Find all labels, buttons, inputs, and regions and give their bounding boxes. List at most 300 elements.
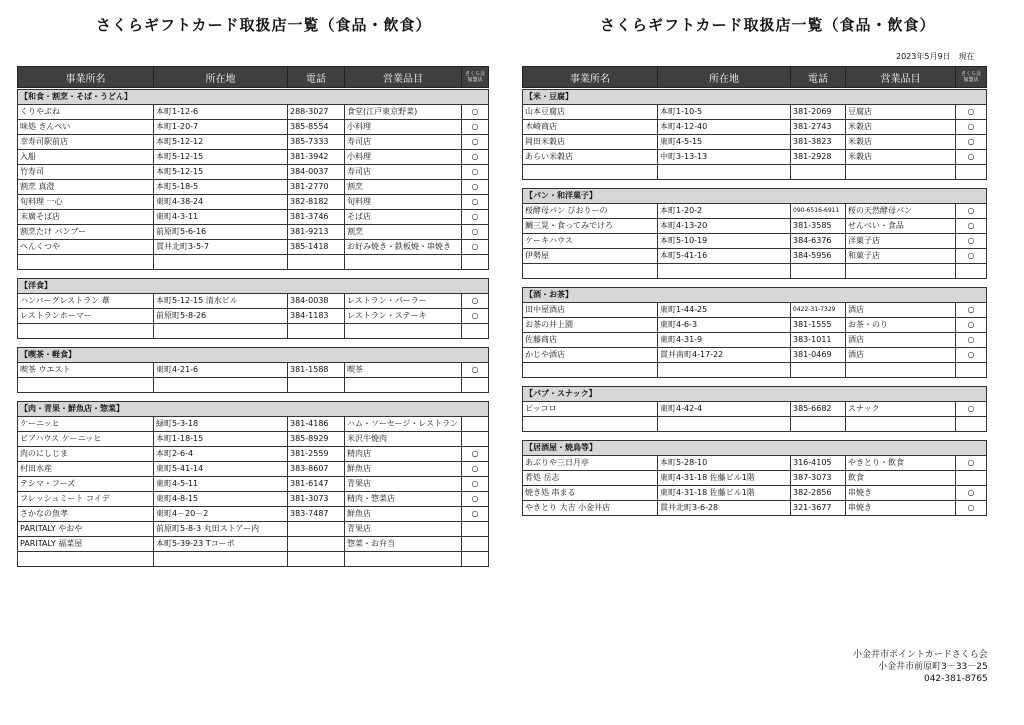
table-row bbox=[523, 234, 987, 249]
shop-category: 割烹 bbox=[345, 180, 462, 195]
blank-cell bbox=[791, 264, 846, 279]
shop-section bbox=[17, 347, 489, 393]
left-panel bbox=[17, 66, 488, 567]
shop-address: 東町4-5-15 bbox=[658, 135, 791, 150]
shop-phone: 381-3823 bbox=[791, 135, 846, 150]
table-row bbox=[18, 522, 489, 537]
header-category: 営業品目 bbox=[345, 67, 462, 88]
shop-address: 東町4-8-15 bbox=[154, 492, 288, 507]
shop-phone: 381-1555 bbox=[791, 318, 846, 333]
shop-phone: 384-1183 bbox=[288, 309, 345, 324]
shop-category: 寿司店 bbox=[345, 165, 462, 180]
shop-address: 本町5-10-19 bbox=[658, 234, 791, 249]
shop-address: 本町5-12-12 bbox=[154, 135, 288, 150]
member-mark bbox=[462, 537, 489, 552]
blank-cell bbox=[846, 264, 956, 279]
shop-category: お茶・のり bbox=[846, 318, 956, 333]
shop-name: やきとり 大吉 小金井店 bbox=[523, 501, 658, 516]
shop-category: 小料理 bbox=[345, 150, 462, 165]
shop-category: ハム・ソーセージ・レストラン bbox=[345, 417, 462, 432]
blank-cell bbox=[18, 324, 154, 339]
shop-address: 東町4-6-3 bbox=[658, 318, 791, 333]
table-row bbox=[523, 135, 987, 150]
shop-phone bbox=[288, 537, 345, 552]
section-title: 【喫茶・軽食】 bbox=[18, 348, 489, 363]
shop-name: 割烹たけ バンブー bbox=[18, 225, 154, 240]
shop-phone: 385-8554 bbox=[288, 120, 345, 135]
shop-phone: 384-6376 bbox=[791, 234, 846, 249]
blank-cell bbox=[154, 255, 288, 270]
shop-phone: 288-3027 bbox=[288, 105, 345, 120]
shop-name: 味処 きんぺい bbox=[18, 120, 154, 135]
shop-name: 山本豆腐店 bbox=[523, 105, 658, 120]
table-row bbox=[523, 471, 987, 486]
shop-phone: 381-2743 bbox=[791, 120, 846, 135]
shop-name: お茶の井上園 bbox=[523, 318, 658, 333]
blank-cell bbox=[288, 378, 345, 393]
header-member-line2: 加盟店 bbox=[963, 77, 979, 83]
table-row bbox=[18, 105, 489, 120]
table-row bbox=[18, 432, 489, 447]
member-mark: ○ bbox=[956, 333, 987, 348]
blank-cell bbox=[523, 417, 658, 432]
blank-cell bbox=[154, 378, 288, 393]
section-title: 【米・豆腐】 bbox=[523, 90, 987, 105]
shop-category: せんべい・食品 bbox=[846, 219, 956, 234]
member-mark: ○ bbox=[956, 219, 987, 234]
shop-name: PARITALY やおや bbox=[18, 522, 154, 537]
member-mark: ○ bbox=[956, 234, 987, 249]
shop-phone: 381-2559 bbox=[288, 447, 345, 462]
member-mark: ○ bbox=[956, 150, 987, 165]
shop-phone: 382-8182 bbox=[288, 195, 345, 210]
member-mark: ○ bbox=[462, 294, 489, 309]
shop-address: 貫井北町3-5-7 bbox=[154, 240, 288, 255]
shop-address: 本町1-20-7 bbox=[154, 120, 288, 135]
shop-name: フレッシュミート コイデ bbox=[18, 492, 154, 507]
table-row bbox=[18, 165, 489, 180]
blank-cell bbox=[523, 363, 658, 378]
blank-cell bbox=[345, 324, 462, 339]
table-row bbox=[18, 417, 489, 432]
shop-phone: 383-8607 bbox=[288, 462, 345, 477]
member-mark: ○ bbox=[462, 120, 489, 135]
member-mark: ○ bbox=[956, 402, 987, 417]
shop-address: 本町5-28-10 bbox=[658, 456, 791, 471]
member-mark: ○ bbox=[462, 150, 489, 165]
shop-address: 前原町5-6-16 bbox=[154, 225, 288, 240]
shop-address: 本町5-12-15 清水ビル bbox=[154, 294, 288, 309]
member-mark bbox=[462, 522, 489, 537]
member-mark: ○ bbox=[956, 249, 987, 264]
table-row bbox=[18, 225, 489, 240]
member-mark: ○ bbox=[956, 105, 987, 120]
shop-name: 幸寿司駅前店 bbox=[18, 135, 154, 150]
table-row bbox=[523, 348, 987, 363]
shop-phone: 381-1588 bbox=[288, 363, 345, 378]
blank-row bbox=[523, 363, 987, 378]
shop-name: 割烹 真澄 bbox=[18, 180, 154, 195]
shop-name: ハンバーグレストラン 葦 bbox=[18, 294, 154, 309]
section-title: 【パン・和洋菓子】 bbox=[523, 189, 987, 204]
section-title: 【肉・青果・鮮魚店・惣菜】 bbox=[18, 402, 489, 417]
table-row bbox=[523, 501, 987, 516]
footer-address: 小金井市前原町3－33－25 bbox=[878, 662, 988, 672]
shop-address: 東町1-44-25 bbox=[658, 303, 791, 318]
header-name: 事業所名 bbox=[18, 67, 154, 88]
footer-phone: 042-381-8765 bbox=[923, 674, 988, 684]
section-title: 【酒・お茶】 bbox=[523, 288, 987, 303]
shop-phone: 383-7487 bbox=[288, 507, 345, 522]
shop-name: ビアハウス ケーニッヒ bbox=[18, 432, 154, 447]
shop-address: 中町3-13-13 bbox=[658, 150, 791, 165]
blank-cell bbox=[462, 255, 489, 270]
shop-category: 旬料理 bbox=[345, 195, 462, 210]
shop-name: 肴処 岳志 bbox=[523, 471, 658, 486]
blank-row bbox=[523, 165, 987, 180]
shop-category: 惣菜・お弁当 bbox=[345, 537, 462, 552]
blank-cell bbox=[956, 363, 987, 378]
member-mark: ○ bbox=[956, 204, 987, 219]
table-row bbox=[18, 180, 489, 195]
page-title-left: さくらギフトカード取扱店一覧（食品・飲食） bbox=[96, 16, 432, 34]
shop-category: 豆腐店 bbox=[846, 105, 956, 120]
shop-section bbox=[17, 401, 489, 567]
shop-name: 旬料理 一心 bbox=[18, 195, 154, 210]
shop-name: 末廣そば店 bbox=[18, 210, 154, 225]
shop-name: ケーニッヒ bbox=[18, 417, 154, 432]
as-of-date: 2023年5月9日 現在 bbox=[896, 52, 975, 61]
header-phone: 電話 bbox=[288, 67, 345, 88]
column-header bbox=[17, 66, 489, 88]
shop-category: 米穀店 bbox=[846, 120, 956, 135]
table-row bbox=[18, 240, 489, 255]
shop-phone: 381-3585 bbox=[791, 219, 846, 234]
shop-phone: 385-6682 bbox=[791, 402, 846, 417]
shop-section bbox=[522, 386, 987, 432]
blank-cell bbox=[154, 552, 288, 567]
shop-phone: 384-0037 bbox=[288, 165, 345, 180]
member-mark: ○ bbox=[956, 318, 987, 333]
blank-cell bbox=[658, 417, 791, 432]
table-row bbox=[18, 447, 489, 462]
shop-category: 酒店 bbox=[846, 348, 956, 363]
shop-name: あぶりや三日月亭 bbox=[523, 456, 658, 471]
blank-row bbox=[18, 255, 489, 270]
member-mark: ○ bbox=[462, 462, 489, 477]
header-address: 所在地 bbox=[658, 67, 791, 88]
shop-phone bbox=[288, 522, 345, 537]
shop-category: 米穀店 bbox=[846, 135, 956, 150]
blank-cell bbox=[956, 417, 987, 432]
header-category: 営業品目 bbox=[846, 67, 956, 88]
member-mark: ○ bbox=[956, 120, 987, 135]
shop-name: 鯛三晃・食ってみでけろ bbox=[523, 219, 658, 234]
shop-category: 小料理 bbox=[345, 120, 462, 135]
table-row bbox=[523, 120, 987, 135]
header-name: 事業所名 bbox=[523, 67, 658, 88]
blank-cell bbox=[658, 264, 791, 279]
shop-address: 本町5-18-5 bbox=[154, 180, 288, 195]
table-row bbox=[523, 333, 987, 348]
shop-address: 前原町5-8-3 丸田ストアー内 bbox=[154, 522, 288, 537]
shop-category: 鮮魚店 bbox=[345, 462, 462, 477]
shop-address: 本町1-12-6 bbox=[154, 105, 288, 120]
blank-cell bbox=[345, 255, 462, 270]
member-mark: ○ bbox=[462, 195, 489, 210]
blank-cell bbox=[956, 264, 987, 279]
table-row bbox=[523, 249, 987, 264]
blank-cell bbox=[523, 165, 658, 180]
shop-address: 東町5-41-14 bbox=[154, 462, 288, 477]
shop-address: 本町2-6-4 bbox=[154, 447, 288, 462]
member-mark bbox=[462, 417, 489, 432]
shop-section bbox=[17, 278, 489, 339]
table-row bbox=[18, 120, 489, 135]
member-mark: ○ bbox=[462, 210, 489, 225]
shop-name: 伊勢屋 bbox=[523, 249, 658, 264]
shop-address: 東町4-5-11 bbox=[154, 477, 288, 492]
shop-category: 米沢牛焼肉 bbox=[345, 432, 462, 447]
shop-name: テシマ・フーズ bbox=[18, 477, 154, 492]
header-member bbox=[462, 67, 489, 88]
table-row bbox=[523, 204, 987, 219]
shop-address: 東町4-21-6 bbox=[154, 363, 288, 378]
shop-phone: 381-0469 bbox=[791, 348, 846, 363]
shop-name: PARITALY 福菜屋 bbox=[18, 537, 154, 552]
shop-category: やきとり・飲食 bbox=[846, 456, 956, 471]
shop-section bbox=[522, 188, 987, 279]
shop-category: 青果店 bbox=[345, 522, 462, 537]
section-title: 【パブ・スナック】 bbox=[523, 387, 987, 402]
shop-phone: 381-3073 bbox=[288, 492, 345, 507]
member-mark: ○ bbox=[956, 303, 987, 318]
shop-category: 鮮魚店 bbox=[345, 507, 462, 522]
table-row bbox=[18, 294, 489, 309]
shop-section bbox=[522, 440, 987, 516]
table-row bbox=[18, 363, 489, 378]
table-row bbox=[18, 462, 489, 477]
member-mark: ○ bbox=[462, 105, 489, 120]
shop-category: 酒店 bbox=[846, 333, 956, 348]
shop-phone: 0422-31-7329 bbox=[791, 303, 846, 318]
shop-phone: 316-4105 bbox=[791, 456, 846, 471]
blank-cell bbox=[658, 363, 791, 378]
blank-cell bbox=[791, 363, 846, 378]
table-row bbox=[18, 150, 489, 165]
member-mark bbox=[956, 471, 987, 486]
table-row bbox=[18, 537, 489, 552]
member-mark: ○ bbox=[462, 507, 489, 522]
header-member bbox=[956, 67, 987, 88]
shop-address: 東町4-31-18 佐藤ビル1階 bbox=[658, 486, 791, 501]
table-row bbox=[523, 456, 987, 471]
shop-address: 東町4-31-18 佐藤ビル1階 bbox=[658, 471, 791, 486]
blank-cell bbox=[658, 165, 791, 180]
table-row bbox=[18, 195, 489, 210]
shop-address: 東町4－20－2 bbox=[154, 507, 288, 522]
shop-address: 本町4-13-20 bbox=[658, 219, 791, 234]
table-row bbox=[523, 219, 987, 234]
shop-name: あらい米穀店 bbox=[523, 150, 658, 165]
table-row bbox=[523, 486, 987, 501]
section-title: 【居酒屋・焼鳥等】 bbox=[523, 441, 987, 456]
member-mark: ○ bbox=[462, 363, 489, 378]
member-mark: ○ bbox=[462, 135, 489, 150]
section-title: 【和食・割烹・そば・うどん】 bbox=[18, 90, 489, 105]
shop-address: 東町4-31-9 bbox=[658, 333, 791, 348]
blank-cell bbox=[846, 165, 956, 180]
shop-address: 本町4-12-40 bbox=[658, 120, 791, 135]
page-title-right: さくらギフトカード取扱店一覧（食品・飲食） bbox=[600, 16, 936, 34]
shop-address: 本町5-41-16 bbox=[658, 249, 791, 264]
blank-cell bbox=[462, 552, 489, 567]
shop-address: 東町4-38-24 bbox=[154, 195, 288, 210]
shop-name: 岡田米穀店 bbox=[523, 135, 658, 150]
shop-category: 酒店 bbox=[846, 303, 956, 318]
blank-cell bbox=[345, 552, 462, 567]
member-mark: ○ bbox=[462, 309, 489, 324]
shop-address: 本町5-12-15 bbox=[154, 150, 288, 165]
shop-name: 竹寿司 bbox=[18, 165, 154, 180]
table-row bbox=[523, 303, 987, 318]
blank-cell bbox=[288, 552, 345, 567]
shop-phone: 384-5956 bbox=[791, 249, 846, 264]
section-title: 【洋食】 bbox=[18, 279, 489, 294]
table-row bbox=[18, 507, 489, 522]
shop-name: ピッコロ bbox=[523, 402, 658, 417]
shop-category: 飲食 bbox=[846, 471, 956, 486]
shop-category: 青果店 bbox=[345, 477, 462, 492]
shop-address: 本町1-18-15 bbox=[154, 432, 288, 447]
footer-org: 小金井市ポイントカードさくら会 bbox=[853, 650, 988, 660]
shop-phone: 381-3746 bbox=[288, 210, 345, 225]
shop-phone: 385-7333 bbox=[288, 135, 345, 150]
member-mark: ○ bbox=[462, 492, 489, 507]
header-address: 所在地 bbox=[154, 67, 288, 88]
blank-cell bbox=[462, 378, 489, 393]
shop-section bbox=[522, 89, 987, 180]
shop-phone: 090-6516-6911 bbox=[791, 204, 846, 219]
blank-cell bbox=[345, 378, 462, 393]
shop-name: へんくつや bbox=[18, 240, 154, 255]
shop-section bbox=[17, 89, 489, 270]
shop-phone: 385-1418 bbox=[288, 240, 345, 255]
shop-name: ケーキハウス bbox=[523, 234, 658, 249]
table-row bbox=[523, 105, 987, 120]
shop-address: 貫井南町4-17-22 bbox=[658, 348, 791, 363]
table-row bbox=[523, 402, 987, 417]
blank-cell bbox=[18, 378, 154, 393]
shop-category: 串焼き bbox=[846, 486, 956, 501]
shop-category: スナック bbox=[846, 402, 956, 417]
shop-phone: 381-6147 bbox=[288, 477, 345, 492]
shop-address: 本町5-39-23 Tコーポ bbox=[154, 537, 288, 552]
member-mark: ○ bbox=[462, 180, 489, 195]
blank-cell bbox=[846, 417, 956, 432]
member-mark: ○ bbox=[956, 501, 987, 516]
blank-cell bbox=[288, 255, 345, 270]
shop-name: 入船 bbox=[18, 150, 154, 165]
column-header bbox=[522, 66, 987, 88]
shop-name: くりやぶね bbox=[18, 105, 154, 120]
shop-address: 本町5-12-15 bbox=[154, 165, 288, 180]
member-mark: ○ bbox=[462, 225, 489, 240]
shop-phone: 381-9213 bbox=[288, 225, 345, 240]
member-mark: ○ bbox=[956, 135, 987, 150]
shop-address: 貫井北町3-6-28 bbox=[658, 501, 791, 516]
blank-row bbox=[523, 264, 987, 279]
shop-phone: 321-3677 bbox=[791, 501, 846, 516]
shop-category: 精肉・惣菜店 bbox=[345, 492, 462, 507]
blank-row bbox=[18, 552, 489, 567]
shop-phone: 382-2856 bbox=[791, 486, 846, 501]
shop-category: レストラン・パーラー bbox=[345, 294, 462, 309]
member-mark: ○ bbox=[956, 456, 987, 471]
shop-name: さかなの魚孝 bbox=[18, 507, 154, 522]
blank-row bbox=[523, 417, 987, 432]
shop-phone: 387-3073 bbox=[791, 471, 846, 486]
shop-category: お好み焼き・鉄板焼・串焼き bbox=[345, 240, 462, 255]
shop-category: 和菓子店 bbox=[846, 249, 956, 264]
shop-name: かじや酒店 bbox=[523, 348, 658, 363]
member-mark: ○ bbox=[462, 477, 489, 492]
header-member-line2: 加盟店 bbox=[467, 77, 483, 83]
table-row bbox=[18, 492, 489, 507]
header-member-line1: さくら会 bbox=[464, 71, 485, 77]
table-row bbox=[18, 210, 489, 225]
shop-address: 緑町5-3-18 bbox=[154, 417, 288, 432]
shop-name: 佐藤商店 bbox=[523, 333, 658, 348]
shop-phone: 381-4186 bbox=[288, 417, 345, 432]
shop-category: 寿司店 bbox=[345, 135, 462, 150]
member-mark: ○ bbox=[956, 348, 987, 363]
member-mark bbox=[462, 432, 489, 447]
shop-phone: 383-1011 bbox=[791, 333, 846, 348]
shop-category: 食堂(江戸東京野菜) bbox=[345, 105, 462, 120]
shop-address: 東町4-3-11 bbox=[154, 210, 288, 225]
shop-name: 喫茶 ウエスト bbox=[18, 363, 154, 378]
blank-cell bbox=[462, 324, 489, 339]
table-row bbox=[18, 477, 489, 492]
blank-cell bbox=[154, 324, 288, 339]
shop-category: 米穀店 bbox=[846, 150, 956, 165]
shop-category: 割烹 bbox=[345, 225, 462, 240]
member-mark: ○ bbox=[462, 447, 489, 462]
blank-cell bbox=[523, 264, 658, 279]
shop-name: 焼き処 串まる bbox=[523, 486, 658, 501]
right-panel bbox=[522, 66, 986, 516]
table-row bbox=[523, 318, 987, 333]
blank-cell bbox=[288, 324, 345, 339]
shop-phone: 384-0038 bbox=[288, 294, 345, 309]
blank-cell bbox=[791, 417, 846, 432]
shop-category: レストラン・ステーキ bbox=[345, 309, 462, 324]
blank-cell bbox=[791, 165, 846, 180]
member-mark: ○ bbox=[462, 165, 489, 180]
blank-cell bbox=[956, 165, 987, 180]
shop-phone: 381-3942 bbox=[288, 150, 345, 165]
header-member-line1: さくら会 bbox=[960, 71, 981, 77]
blank-row bbox=[18, 378, 489, 393]
shop-category: そば店 bbox=[345, 210, 462, 225]
shop-address: 東町4-42-4 bbox=[658, 402, 791, 417]
member-mark: ○ bbox=[956, 486, 987, 501]
shop-name: 肉のにしじま bbox=[18, 447, 154, 462]
table-row bbox=[18, 309, 489, 324]
shop-category: 喫茶 bbox=[345, 363, 462, 378]
shop-address: 前原町5-8-26 bbox=[154, 309, 288, 324]
